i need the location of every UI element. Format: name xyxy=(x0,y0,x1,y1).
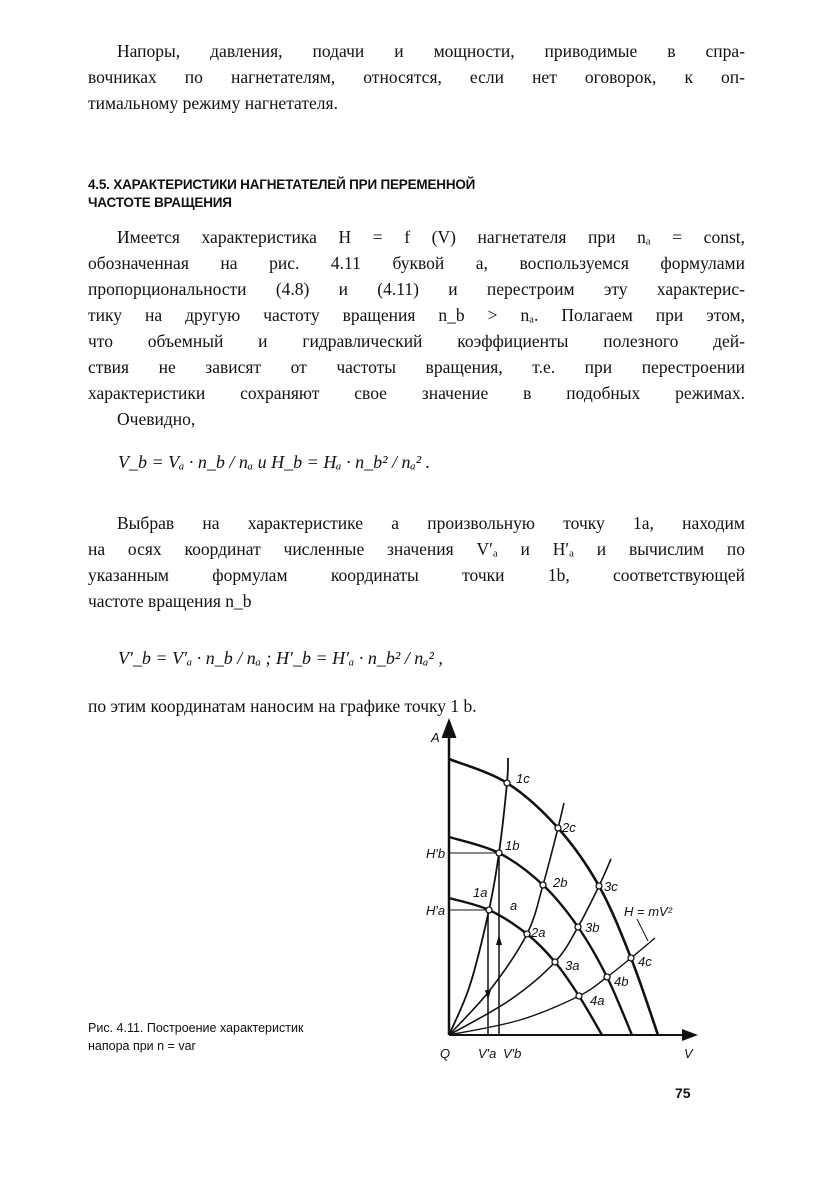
text-line: по этим координатам наносим на графике точку 1 b. xyxy=(88,696,477,716)
section-heading: 4.5. ХАРАКТЕРИСТИКИ НАГНЕТАТЕЛЕЙ ПРИ ПЕРЕМЕННОЙ xyxy=(88,177,476,192)
text-line: частоте вращения n_b xyxy=(88,591,252,611)
text-line: ствия не зависят от частоты вращения, т.е. при перестроении xyxy=(88,357,745,377)
point-label: 4b xyxy=(614,974,629,989)
text-line: вочниках по нагнетателям, относятся, если нет оговорок, к оп- xyxy=(88,67,745,87)
intersection-point xyxy=(604,974,610,980)
v-a-label: V′a xyxy=(478,1046,497,1061)
intersection-point xyxy=(552,959,558,965)
text-line: Выбрав на характеристике a произвольную точку 1a, находим xyxy=(117,513,745,533)
point-label: 3a xyxy=(565,958,580,973)
formula-1: V_b = Vₐ · n_b / nₐ и H_b = Hₐ · n_b² / nₐ² . xyxy=(118,452,431,472)
intersection-point xyxy=(596,883,602,889)
arrow-up xyxy=(496,935,502,945)
point-label: 1c xyxy=(516,771,530,786)
text-line: Напоры, давления, подачи и мощности, приводимые в спра- xyxy=(117,41,745,61)
point-label: 1b xyxy=(505,838,520,853)
h-b-label: H′b xyxy=(426,846,446,861)
text-line: Очевидно, xyxy=(117,409,196,429)
intersection-point xyxy=(486,907,492,913)
text-line: тику на другую частоту вращения n_b > nₐ. Полагаем при этом, xyxy=(88,305,745,325)
intersection-point xyxy=(628,955,634,961)
text-line: Имеется характеристика H = f (V) нагнетателя при nₐ = const, xyxy=(117,227,745,247)
point-label: a xyxy=(510,898,518,913)
origin-label: Q xyxy=(440,1046,451,1061)
intersection-point xyxy=(555,825,561,831)
point-label: 2c xyxy=(562,820,576,835)
parabola-leader xyxy=(637,919,648,941)
x-axis-label: V xyxy=(684,1046,693,1061)
text-line: что объемный и гидравлический коэффициенты полезного дей- xyxy=(88,331,745,351)
intersection-point xyxy=(496,850,502,856)
point-label: 4c xyxy=(638,954,652,969)
point-label: 2a xyxy=(531,925,546,940)
point-label: 1a xyxy=(473,885,488,900)
text-line: указанным формулам координаты точки 1b, соответствующей xyxy=(88,565,745,585)
intersection-point xyxy=(524,931,530,937)
figure-caption: Рис. 4.11. Построение характеристик xyxy=(88,1021,304,1035)
intersection-point xyxy=(504,780,510,786)
text-line: характеристики сохраняют свое значение в подобных режимах. xyxy=(88,383,745,403)
point-label: 3b xyxy=(585,920,600,935)
y-axis-label: A xyxy=(431,730,440,745)
text-line: пропорциональности (4.8) и (4.11) и перестроим эту характерис- xyxy=(88,279,745,299)
page-number: 75 xyxy=(675,1085,691,1101)
intersection-point xyxy=(575,924,581,930)
figure-caption: напора при n = var xyxy=(88,1039,196,1053)
point-label: 4a xyxy=(590,993,605,1008)
intersection-point xyxy=(540,882,546,888)
formula-2: V′_b = V′ₐ · n_b / nₐ ; H′_b = H′ₐ · n_b² / nₐ² , xyxy=(118,648,443,668)
parabola-label: H = mV² xyxy=(624,904,673,919)
point-label: 3c xyxy=(604,879,618,894)
point-label: 2b xyxy=(553,875,568,890)
h-a-label: H′a xyxy=(426,903,446,918)
section-heading: ЧАСТОТЕ ВРАЩЕНИЯ xyxy=(88,195,232,210)
intersection-point xyxy=(576,993,582,999)
text-line: тимальному режиму нагнетателя. xyxy=(88,93,338,113)
v-b-label: V′b xyxy=(503,1046,522,1061)
text-line: на осях координат численные значения V′ₐ и H′ₐ и вычислим по xyxy=(88,539,745,559)
text-line: обозначенная на рис. 4.11 буквой a, воспользуемся формулами xyxy=(88,253,745,273)
